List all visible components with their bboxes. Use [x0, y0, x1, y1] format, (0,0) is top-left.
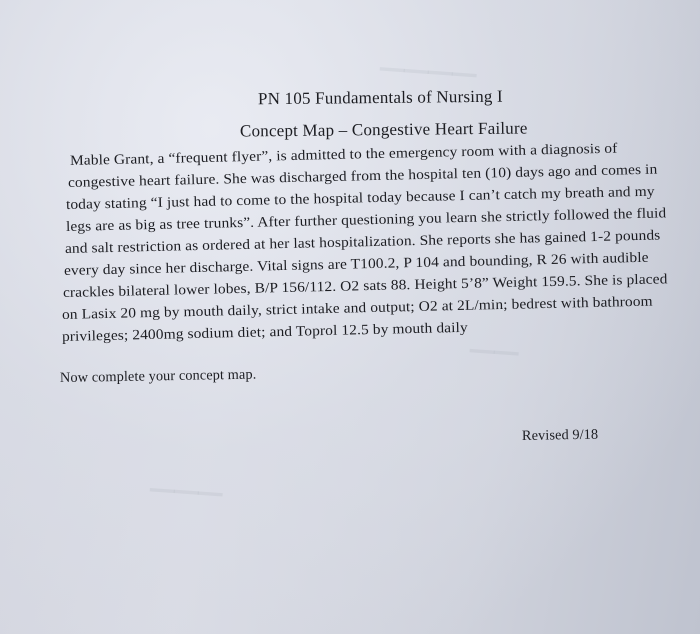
instruction-text: Now complete your concept map. [59, 366, 257, 386]
course-title: PN 105 Fundamentals of Nursing I [257, 86, 503, 109]
case-line-5: and salt restriction as ordered at her last hospitalization. She reports she has gained 1-2 pounds [64, 227, 661, 257]
case-line-4: legs are as big as tree trunks”. After further questioning you learn she strictly followed the fluid [65, 205, 667, 235]
bleed-through-marks: ─── [148, 467, 224, 519]
case-line-1: Mable Grant, a “frequent flyer”, is admitted to the emergency room with a diagnosis of [69, 140, 618, 169]
case-line-9: privileges; 2400mg sodium diet; and Toprol 12.5 by mouth daily [61, 319, 468, 345]
case-line-8: on Lasix 20 mg by mouth daily, strict intake and output; O2 at 2L/min; bedrest with bathroom [61, 293, 653, 323]
case-line-3: today stating “I just had to come to the hospital today because I can’t catch my breath and my [65, 183, 655, 213]
case-line-2: congestive heart failure. She was discharged from the hospital ten (10) days ago and comes in [67, 161, 658, 191]
bleed-through-marks: ──── [378, 46, 478, 100]
revision-label: Revised 9/18 [521, 426, 599, 444]
case-line-6: every day since her discharge. Vital signs are T100.2, P 104 and bounding, R 26 with audible [63, 249, 649, 279]
bleed-through-marks: ── [468, 328, 520, 378]
case-line-7: crackles bilateral lower lobes, B/P 156/112. O2 sats 88. Height 5’8” Weight 159.5. She is placed [62, 271, 668, 301]
concept-map-subtitle: Concept Map – Congestive Heart Failure [239, 118, 528, 141]
